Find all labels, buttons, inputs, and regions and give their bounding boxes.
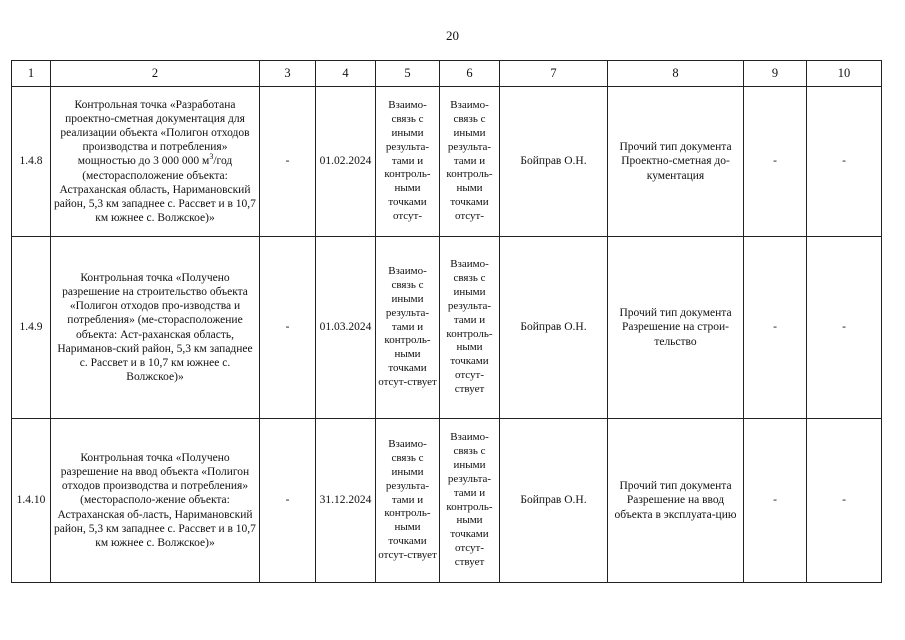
page-number: 20	[446, 28, 459, 43]
cell-col9: -	[744, 419, 807, 583]
row-number: 1.4.8	[12, 87, 51, 237]
column-header: 4	[316, 61, 376, 87]
column-header: 9	[744, 61, 807, 87]
column-header: 6	[440, 61, 500, 87]
interrelation-cell: Взаимо-связь с иными результа-тами и контроль-ными точками отсут-ствует	[440, 237, 500, 419]
column-header: 10	[807, 61, 882, 87]
interrelation-cell: Взаимо-связь с иными результа-тами и контроль-ными точками отсут-ствует	[440, 419, 500, 583]
cell-col3: -	[260, 237, 316, 419]
interrelation-cell: Взаимо-связь с иными результа-тами и контроль-ными точками отсут-ствует	[376, 237, 440, 419]
date-cell: 01.02.2024	[316, 87, 376, 237]
document-type-cell: Прочий тип документа Разрешение на строи-тельство	[608, 237, 744, 419]
cell-col10: -	[807, 87, 882, 237]
cell-col10: -	[807, 237, 882, 419]
control-point-name: Контрольная точка «Получено разрешение на ввод объекта «Полигон отходов производства и потребления» (месторасполо-жение объекта: Астраханская об-ласть, Наримановский район, 5,3 км западнее с. Рассвет и в 10,7 км южнее с. Волжское)»	[51, 419, 260, 583]
document-type-cell: Прочий тип документа Проектно-сметная до-кументация	[608, 87, 744, 237]
cell-col9: -	[744, 87, 807, 237]
control-point-name: Контрольная точка «Получено разрешение на строительство объекта «Полигон отходов про-изводства и потребления» (ме-сторасположение объекта: Аст-раханская область, Нариманов-ский район, 5,3 км западнее с. Рассвет и в 10,7 км южнее с. Волжское)»	[51, 237, 260, 419]
responsible-cell: Бойправ О.Н.	[500, 237, 608, 419]
interrelation-cell: Взаимо-связь с иными результа-тами и контроль-ными точками отсут-	[440, 87, 500, 237]
table-row	[12, 237, 882, 419]
cell-col10: -	[807, 419, 882, 583]
responsible-cell: Бойправ О.Н.	[500, 87, 608, 237]
date-cell: 01.03.2024	[316, 237, 376, 419]
table-header-row	[12, 61, 882, 87]
table-row	[12, 419, 882, 583]
column-header: 1	[12, 61, 51, 87]
control-points-table	[11, 60, 882, 583]
control-point-name: Контрольная точка «Разработана проектно-сметная документация для реализации объекта «Полигон отходов производства и потребления» мощностью до 3 000 000 $м^3$/год (месторасположение объекта: Астраханская область, Наримановский район, 5,3 км западнее с. Рассвет и в 10,7 км южнее с. Волжское)»	[51, 87, 260, 237]
column-header: 8	[608, 61, 744, 87]
cell-col9: -	[744, 237, 807, 419]
cell-col3: -	[260, 87, 316, 237]
row-number: 1.4.9	[12, 237, 51, 419]
column-header: 3	[260, 61, 316, 87]
document-type-cell: Прочий тип документа Разрешение на ввод объекта в эксплуата-цию	[608, 419, 744, 583]
date-cell: 31.12.2024	[316, 419, 376, 583]
table-row	[12, 87, 882, 237]
interrelation-cell: Взаимо-связь с иными результа-тами и контроль-ными точками отсут-ствует	[376, 419, 440, 583]
column-header: 2	[51, 61, 260, 87]
column-header: 5	[376, 61, 440, 87]
interrelation-cell: Взаимо-связь с иными результа-тами и контроль-ными точками отсут-	[376, 87, 440, 237]
cell-col3: -	[260, 419, 316, 583]
row-number: 1.4.10	[12, 419, 51, 583]
responsible-cell: Бойправ О.Н.	[500, 419, 608, 583]
column-header: 7	[500, 61, 608, 87]
